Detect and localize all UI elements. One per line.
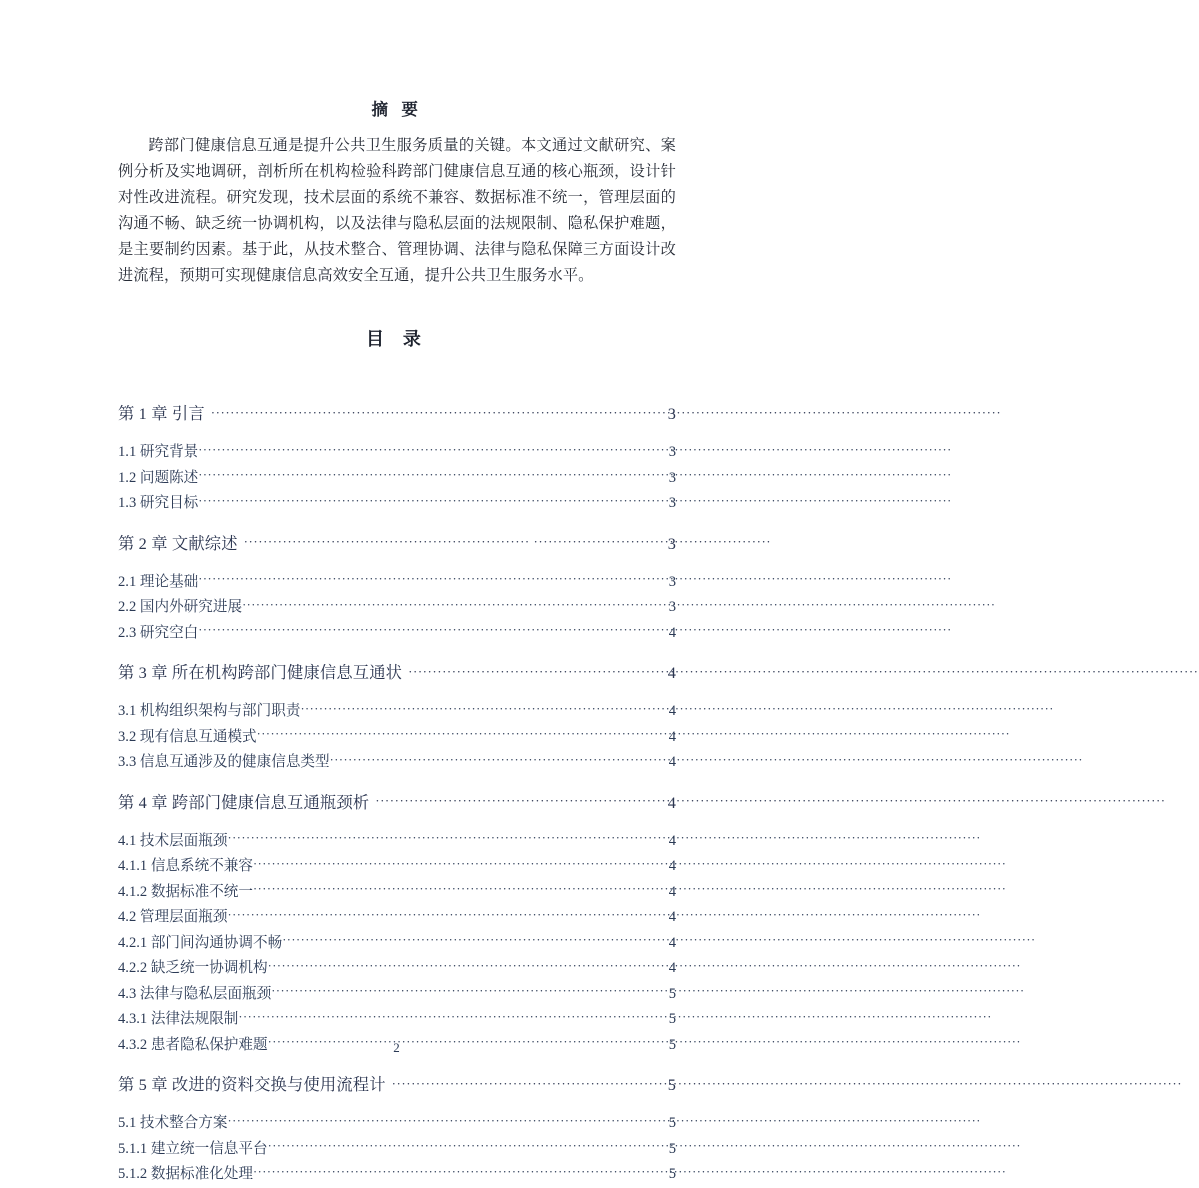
toc-entry-chapter[interactable] [118,1070,676,1101]
toc-entry-section[interactable] [118,440,676,466]
toc-entry-chapter[interactable] [118,788,676,819]
toc-entry-label: 5.1.2 数据标准化处理 [118,1166,253,1182]
toc-entry-section[interactable] [118,699,676,725]
toc-entry-page-number: 5 [668,1011,676,1027]
toc-dot-leader [271,979,668,1005]
abstract-heading: 摘 要 [371,100,423,119]
toc-entry-page-number: 5 [668,1036,676,1053]
toc-entry-section[interactable] [118,725,676,751]
toc-entry-page-number: 4 [668,624,676,641]
toc-dot-leader [375,786,667,816]
toc-entry-sub[interactable] [118,880,676,906]
toc-entry-label: 第 5 章 改进的资料交换与使用流程计 [118,1075,386,1094]
toc-entry-section[interactable] [118,905,676,931]
toc-entry-label: 5.1.1 建立统一信息平台 [118,1140,268,1157]
toc-entry-label: 4.3.2 患者隐私保护难题 [118,1036,268,1053]
toc-dot-leader [242,593,669,619]
toc-entry-sub[interactable] [118,854,676,880]
toc-entry-label: 3.2 现有信息互通模式 [118,728,257,745]
toc-dot-leader [253,877,669,903]
table-of-contents [118,399,676,1188]
toc-dot-leader [198,618,668,644]
toc-entry-label: 1.3 研究目标 [118,495,199,511]
toc-dot-leader [198,489,668,515]
toc-entry-chapter[interactable] [118,399,676,430]
toc-dot-leader [257,722,669,748]
toc-entry-page-number: 5 [667,1075,676,1094]
toc-entry-chapter[interactable] [118,529,676,560]
toc-entry-sub[interactable] [118,931,676,957]
toc-dot-leader [268,1134,669,1160]
toc-entry-page-number: 4 [667,792,676,812]
toc-dot-leader [211,398,668,428]
toc-entry-page-number: 3 [668,469,676,486]
toc-entry-section[interactable] [118,595,676,621]
toc-entry-page-number: 4 [668,754,676,770]
toc-dot-leader [227,1109,668,1135]
toc-entry-page-number: 3 [668,599,676,615]
toc-entry-label: 1.1 研究背景 [118,444,199,460]
toc-entry-label: 第 2 章 文献综述 [118,533,238,553]
toc-entry-page-number: 3 [668,495,676,511]
toc-dot-leader [253,1160,669,1186]
toc-entry-sub[interactable] [118,1162,676,1188]
toc-entry-label: 4.2.2 缺乏统一协调机构 [118,960,268,976]
toc-entry-section[interactable] [118,750,676,776]
abstract-body-text: 跨部门健康信息互通是提升公共卫生服务质量的关键。本文通过文献研究、案例分析及实地调研，剖析所在机构检验科跨部门健康信息互通的核心瓶颈，设计针对性改进流程。研究发现，技术层面的系统不兼容、数据标准不统一，管理层面的沟通不畅、缺乏统一协调机构，以及法律与隐私层面的法规限制、隐私保护难题，是主要制约因素。基于此，从技术整合、管理协调、法律与隐私保障三方面设计改进流程，预期可实现健康信息高效安全互通，提升公共卫生服务水平。 [118,137,676,284]
toc-dot-leader [198,463,668,489]
toc-entry-page-number: 4 [668,728,676,745]
toc-entry-label: 5.1 技术整合方案 [118,1115,228,1131]
toc-dot-leader [227,826,668,852]
toc-entry-section[interactable] [118,1111,676,1137]
toc-entry-label: 3.1 机构组织架构与部门职责 [118,703,301,719]
toc-entry-page-number: 4 [668,934,676,951]
toc-entry-label: 4.2.1 部门间沟通协调不畅 [118,934,283,951]
toc-dot-leader [227,903,668,929]
toc-entry-chapter[interactable] [118,658,676,689]
toc-dot-leader [253,852,669,878]
toc-entry-page-number: 3 [667,533,676,553]
toc-dot-leader [392,1069,668,1099]
toc-entry-label: 1.2 问题陈述 [118,469,199,486]
toc-entry-section[interactable] [118,491,676,517]
toc-entry-page-number: 5 [668,1115,676,1131]
page-content [118,0,676,1188]
toc-entry-page-number: 4 [668,858,676,874]
toc-entry-label: 第 4 章 跨部门健康信息互通瓶颈析 [118,792,370,812]
toc-entry-page-number: 4 [668,703,676,719]
toc-entry-label: 4.1 技术层面瓶颈 [118,832,228,849]
toc-entry-label: 2.3 研究空白 [118,624,199,641]
toc-entry-sub[interactable] [118,1137,676,1163]
page-footer-number: 2 [393,1040,400,1055]
toc-dot-leader [408,657,668,687]
toc-entry-label: 2.2 国内外研究进展 [118,599,243,615]
toc-dot-leader [300,697,668,723]
toc-entry-label: 第 1 章 引言 [118,404,205,423]
toc-entry-page-number: 3 [667,404,676,423]
toc-entry-page-number: 3 [668,573,676,590]
toc-entry-label: 4.1.2 数据标准不统一 [118,883,253,900]
toc-dot-leader [282,928,669,954]
toc-title: 目 录 [365,329,429,349]
toc-entry-page-number: 4 [668,960,676,976]
toc-entry-page-number: 4 [668,909,676,925]
toc-entry-page-number: 5 [668,1166,676,1182]
toc-dot-leader [198,438,668,464]
toc-entry-section[interactable] [118,829,676,855]
toc-entry-sub[interactable] [118,956,676,982]
toc-entry-label: 第 3 章 所在机构跨部门健康信息互通状 [118,663,403,682]
toc-entry-page-number: 5 [668,985,676,1002]
toc-entry-page-number: 5 [668,1140,676,1157]
toc-entry-label: 4.1.1 信息系统不兼容 [118,858,253,874]
toc-entry-section[interactable] [118,466,676,492]
toc-entry-label: 2.1 理论基础 [118,573,199,590]
toc-entry-page-number: 4 [668,883,676,900]
toc-entry-label: 4.3 法律与隐私层面瓶颈 [118,985,272,1002]
toc-entry-label: 4.2 管理层面瓶颈 [118,909,228,925]
toc-entry-sub[interactable] [118,1007,676,1033]
toc-entry-page-number: 4 [668,832,676,849]
toc-entry-label: 4.3.1 法律法规限制 [118,1011,239,1027]
toc-entry-label: 3.3 信息互通涉及的健康信息类型 [118,754,330,770]
toc-dot-leader [238,1005,668,1031]
toc-entry-section[interactable] [118,570,676,596]
toc-entry-section[interactable] [118,621,676,647]
toc-entry-page-number: 4 [667,663,676,682]
toc-dot-leader [198,567,668,593]
toc-dot-leader [244,527,668,557]
toc-entry-section[interactable] [118,982,676,1008]
toc-dot-leader [330,748,669,774]
toc-entry-page-number: 3 [668,444,676,460]
toc-dot-leader [268,954,669,980]
